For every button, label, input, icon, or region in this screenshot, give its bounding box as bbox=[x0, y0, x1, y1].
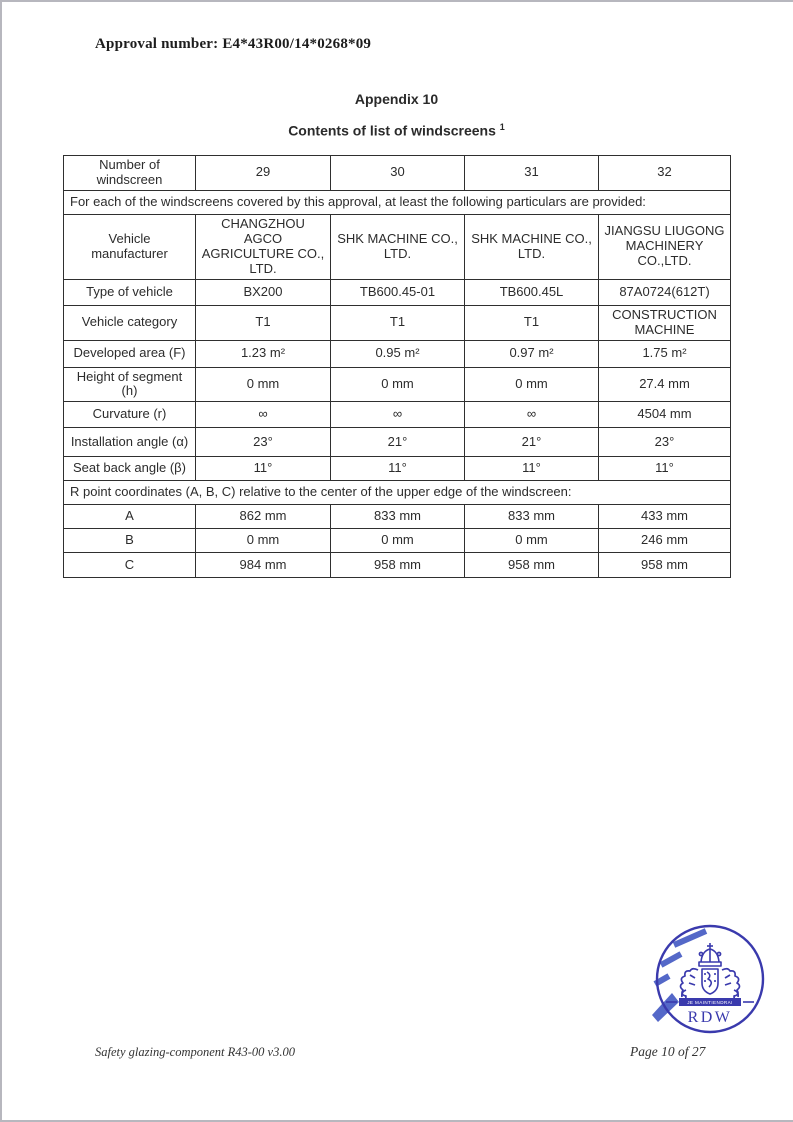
cell: 0.97 m² bbox=[465, 340, 599, 367]
row-label: Vehicle manufacturer bbox=[64, 214, 196, 279]
approval-number-line bbox=[95, 36, 371, 53]
cell: JIANGSU LIUGONG MACHINERY CO.,LTD. bbox=[599, 214, 731, 279]
cell: T1 bbox=[465, 305, 599, 340]
table-row bbox=[64, 305, 731, 340]
cell: 958 mm bbox=[599, 553, 731, 578]
row-label: A bbox=[64, 505, 196, 529]
cell: 32 bbox=[599, 156, 731, 191]
cell: 27.4 mm bbox=[599, 367, 731, 402]
table-row bbox=[64, 367, 731, 402]
cell: 0 mm bbox=[196, 529, 331, 553]
row-label: Height of segment (h) bbox=[64, 367, 196, 402]
cell: 21° bbox=[331, 428, 465, 457]
cell: 4504 mm bbox=[599, 402, 731, 428]
row-label: Number of windscreen bbox=[64, 156, 196, 191]
cell: 833 mm bbox=[465, 505, 599, 529]
document-title-text: Contents of list of windscreens bbox=[288, 122, 496, 139]
cell: 87A0724(612T) bbox=[599, 279, 731, 305]
cell: 31 bbox=[465, 156, 599, 191]
table-row bbox=[64, 340, 731, 367]
row-label: Seat back angle (β) bbox=[64, 457, 196, 481]
rdw-approval-stamp bbox=[652, 923, 768, 1037]
table-row bbox=[64, 505, 731, 529]
row-label: Curvature (r) bbox=[64, 402, 196, 428]
cell: T1 bbox=[196, 305, 331, 340]
row-label: Installation angle (α) bbox=[64, 428, 196, 457]
cell: 0 mm bbox=[331, 367, 465, 402]
cell: ∞ bbox=[465, 402, 599, 428]
cell: 11° bbox=[196, 457, 331, 481]
footer-document-id: Safety glazing-component R43-00 v3.00 bbox=[95, 1045, 295, 1059]
cell: 984 mm bbox=[196, 553, 331, 578]
table-note-row bbox=[64, 481, 731, 505]
cell: 0 mm bbox=[196, 367, 331, 402]
windscreen-table bbox=[63, 155, 731, 578]
cell: CHANGZHOU AGCO AGRICULTURE CO., LTD. bbox=[196, 214, 331, 279]
table-row bbox=[64, 279, 731, 305]
cell: 11° bbox=[465, 457, 599, 481]
table-row bbox=[64, 529, 731, 553]
cell: 0 mm bbox=[331, 529, 465, 553]
cell: 11° bbox=[599, 457, 731, 481]
cell: 23° bbox=[196, 428, 331, 457]
row-label: C bbox=[64, 553, 196, 578]
row-label: Vehicle category bbox=[64, 305, 196, 340]
cell: 1.23 m² bbox=[196, 340, 331, 367]
cell: 29 bbox=[196, 156, 331, 191]
cell: 30 bbox=[331, 156, 465, 191]
cell: SHK MACHINE CO., LTD. bbox=[465, 214, 599, 279]
cell: TB600.45L bbox=[465, 279, 599, 305]
document-title bbox=[0, 122, 793, 139]
title-footnote-marker: 1 bbox=[499, 122, 505, 132]
cell: ∞ bbox=[331, 402, 465, 428]
cell: ∞ bbox=[196, 402, 331, 428]
cell: 11° bbox=[331, 457, 465, 481]
approval-label: Approval number: bbox=[95, 36, 219, 52]
table-row bbox=[64, 553, 731, 578]
table-row bbox=[64, 214, 731, 279]
table-row bbox=[64, 402, 731, 428]
cell: 433 mm bbox=[599, 505, 731, 529]
footer-page-number: Page 10 of 27 bbox=[630, 1044, 706, 1059]
table-note-row bbox=[64, 190, 731, 214]
cell: 246 mm bbox=[599, 529, 731, 553]
cell: 0 mm bbox=[465, 529, 599, 553]
appendix-title: Appendix 10 bbox=[354, 91, 439, 107]
row-label: Type of vehicle bbox=[64, 279, 196, 305]
stamp-motto-text: JE MAINTIENDRAI bbox=[687, 1000, 733, 1005]
table-row bbox=[64, 428, 731, 457]
cell: 21° bbox=[465, 428, 599, 457]
table-row bbox=[64, 457, 731, 481]
cell: 958 mm bbox=[465, 553, 599, 578]
cell: T1 bbox=[331, 305, 465, 340]
cell: 1.75 m² bbox=[599, 340, 731, 367]
cell: TB600.45-01 bbox=[331, 279, 465, 305]
cell: 0.95 m² bbox=[331, 340, 465, 367]
stamp-org-text: RDW bbox=[687, 1009, 733, 1026]
cell: 833 mm bbox=[331, 505, 465, 529]
cell: 23° bbox=[599, 428, 731, 457]
cell: 958 mm bbox=[331, 553, 465, 578]
cell: 0 mm bbox=[465, 367, 599, 402]
cell: CONSTRUCTION MACHINE bbox=[599, 305, 731, 340]
table-note: For each of the windscreens covered by this approval, at least the following particulars are provided: bbox=[64, 190, 731, 214]
row-label: Developed area (F) bbox=[64, 340, 196, 367]
r-point-note: R point coordinates (A, B, C) relative to the center of the upper edge of the windscreen: bbox=[64, 481, 731, 505]
cell: 862 mm bbox=[196, 505, 331, 529]
row-label: B bbox=[64, 529, 196, 553]
approval-number: E4*43R00/14*0268*09 bbox=[222, 36, 372, 52]
table-row bbox=[64, 156, 731, 191]
cell: BX200 bbox=[196, 279, 331, 305]
cell: SHK MACHINE CO., LTD. bbox=[331, 214, 465, 279]
